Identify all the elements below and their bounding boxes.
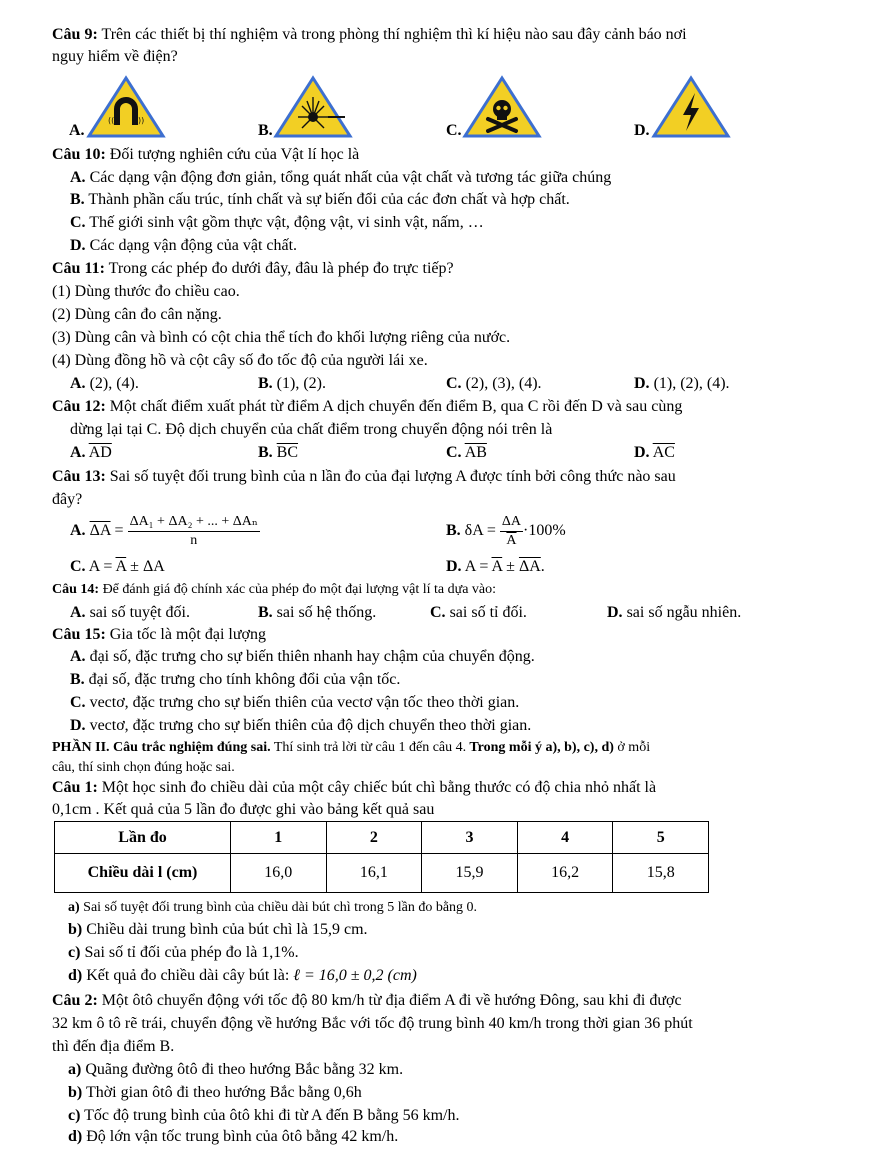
part2-text3: ở mỗi [613, 740, 651, 755]
p1-c-label: c) [68, 944, 81, 961]
p2-d-text: Độ lớn vận tốc trung bình của ôtô bằng 42 km/h. [82, 1128, 399, 1145]
p1-statement-c [68, 943, 299, 963]
q10-d-label: D. [70, 237, 86, 254]
q11-item-3: (3) Dùng cân và bình có cột chia thể tích đo khối lượng riêng của nước. [52, 329, 511, 346]
q9-text: Trên các thiết bị thí nghiệm và trong phòng thí nghiệm thì kí hiệu nào sau đây cảnh báo nơi [97, 26, 687, 43]
q15-d-label: D. [70, 717, 86, 734]
q12-stem [52, 397, 682, 417]
part2-bold: Trong mỗi ý a), b), c), d) [466, 740, 614, 755]
magnet-warning-icon [86, 75, 166, 139]
q10-c-label: C. [70, 214, 86, 231]
q13-b-tail: ·100% [523, 522, 566, 539]
q12-d-vector: $\overline{AC}$ [652, 444, 675, 461]
q10-option-d [70, 236, 297, 256]
p2-a-text: Quãng đường ôtô đi theo hướng Bắc bằng 32 km. [81, 1061, 404, 1078]
q11-a-label: A. [70, 375, 86, 392]
table-cell: 16,1 [326, 854, 422, 893]
q14-option-c [430, 603, 527, 623]
q13-c-label: C. [70, 558, 86, 575]
table-cell: 16,2 [517, 854, 613, 893]
p2-c-text: Tốc độ trung bình của ôtô khi đi từ A đến B bằng 56 km/h. [80, 1107, 460, 1124]
p2-text: Một ôtô chuyển động với tốc độ 80 km/h từ địa điểm A đi về hướng Đông, sau khi đi được [97, 992, 682, 1009]
q15-a-label: A. [70, 648, 86, 665]
q10-option-a [70, 168, 611, 188]
q12-option-a [70, 443, 112, 463]
q13-c-post: ± ΔA [126, 558, 165, 575]
q11-label: Câu 11: [52, 260, 105, 277]
table-cell: 15,9 [422, 854, 518, 893]
p1-d-label: d) [68, 967, 83, 984]
part2-text: Thí sinh trả lời từ câu 1 đến câu 4. [270, 740, 467, 755]
p1-stem-line2: 0,1cm . Kết quả của 5 lần đo được ghi vào bảng kết quả sau [52, 801, 435, 818]
q13-a-denominator: n [190, 532, 198, 548]
table-row-label: Chiều dài l (cm) [55, 854, 231, 893]
table-header-cell: 4 [517, 822, 613, 854]
q15-b-text: đại số, đặc trưng cho tính không đổi của vận tốc. [84, 671, 401, 688]
q13-a-numerator: ΔA₁ + ΔA₂ + ... + ΔAₙ [128, 513, 260, 532]
p2-statement-c [68, 1106, 459, 1126]
q13-a-label: A. [70, 522, 86, 539]
q13-b-fraction [500, 513, 523, 550]
table-header-cell: 2 [326, 822, 422, 854]
svg-text:)): )) [138, 116, 145, 125]
q10-c-text: Thế giới sinh vật gồm thực vật, động vật, vi sinh vật, nấm, … [85, 214, 484, 231]
part2-heading [52, 738, 650, 758]
q15-option-b [70, 670, 400, 690]
q15-option-d [70, 716, 531, 736]
q15-d-text: vectơ, đặc trưng cho sự biến thiên của độ dịch chuyển theo thời gian. [85, 717, 532, 734]
svg-text:((: (( [108, 116, 115, 125]
q10-option-b [70, 190, 570, 210]
q10-option-c [70, 213, 484, 233]
q11-item-2: (2) Dùng cân đo cân nặng. [52, 306, 222, 323]
p1-d-formula: ℓ = 16,0 ± 0,2 (cm) [293, 967, 417, 984]
electric-warning-icon [651, 75, 731, 139]
q10-label: Câu 10: [52, 146, 106, 163]
q13-option-a: A. $\overline{\Delta A}$ = $\frac{\text{ΔA₁ + ΔA₂ + ... + ΔAₙ}}{n}$ [70, 513, 258, 548]
p1-c-text: Sai số tỉ đối của phép đo là 1,1%. [80, 944, 299, 961]
q10-text: Đối tượng nghiên cứu của Vật lí học là [105, 146, 360, 163]
q14-option-d [607, 603, 741, 623]
q14-b-label: B. [258, 604, 273, 621]
q10-a-text: Các dạng vận động đơn giản, tổng quát nhất của vật chất và tương tác giữa chúng [85, 169, 612, 186]
q11-option-d [634, 374, 730, 394]
q14-text: Để đánh giá độ chính xác của phép đo một đại lượng vật lí ta dựa vào: [99, 582, 497, 597]
q12-c-label: C. [446, 444, 462, 461]
q14-label: Câu 14: [52, 582, 100, 597]
q10-b-text: Thành phần cấu trúc, tính chất và sự biến đổi của các đơn chất và hợp chất. [84, 191, 570, 208]
q9-option-c: C. [446, 122, 462, 139]
q11-item-1: (1) Dùng thước đo chiều cao. [52, 283, 240, 300]
q11-option-b [258, 374, 326, 394]
q11-d-text: (1), (2), (4). [649, 375, 730, 392]
q9-stem [52, 25, 687, 45]
p1-statement-d [68, 966, 417, 986]
p1-statement-a [68, 898, 477, 918]
q15-option-a [70, 647, 535, 667]
q11-d-label: D. [634, 375, 650, 392]
table-header-cell: 5 [613, 822, 709, 854]
p2-b-label: b) [68, 1084, 83, 1101]
p2-statement-b [68, 1083, 362, 1103]
q13-text: Sai số tuyệt đối trung bình của n lần đo của đại lượng A được tính bởi công thức nào sau [105, 468, 676, 485]
q13-label: Câu 13: [52, 468, 106, 485]
q15-stem [52, 625, 266, 645]
q13-d-label: D. [446, 558, 462, 575]
q11-b-label: B. [258, 375, 273, 392]
q15-option-c [70, 693, 519, 713]
q12-b-vector: $\overline{BC}$ [276, 444, 299, 461]
q13-stem-line2: đây? [52, 491, 83, 508]
q13-c-mean: $\overline{A}$ [115, 558, 127, 575]
q12-option-c [446, 443, 487, 463]
q14-d-text: sai số ngẫu nhiên. [622, 604, 742, 621]
table-cell: 16,0 [231, 854, 327, 893]
q13-d-mean-error: $\overline{\Delta A}$ [518, 558, 541, 575]
q11-b-text: (1), (2). [272, 375, 326, 392]
q11-c-text: (2), (3), (4). [461, 375, 542, 392]
q13-a-fraction [128, 513, 260, 550]
q13-option-d [446, 557, 545, 577]
q13-a-lhs: $\overline{\Delta A}$ [89, 522, 111, 539]
q11-stem [52, 259, 454, 279]
p1-label: Câu 1: [52, 779, 98, 796]
q12-option-d [634, 443, 675, 463]
q14-b-text: sai số hệ thống. [272, 604, 377, 621]
q15-text: Gia tốc là một đại lượng [105, 626, 266, 643]
q9-option-b: B. [258, 122, 273, 139]
p1-b-label: b) [68, 921, 83, 938]
q15-c-text: vectơ, đặc trưng cho sự biến thiên của vectơ vận tốc theo thời gian. [85, 694, 520, 711]
q11-text: Trong các phép đo dưới đây, đâu là phép đo trực tiếp? [104, 260, 454, 277]
q12-text: Một chất điểm xuất phát từ điểm A dịch chuyển đến điểm B, qua C rồi đến D và sau cùng [105, 398, 683, 415]
q13-option-c [70, 557, 165, 577]
q14-a-label: A. [70, 604, 86, 621]
toxic-warning-icon [462, 75, 542, 139]
table-header-cell: 1 [231, 822, 327, 854]
p2-stem-line2: 32 km ô tô rẽ trái, chuyển động về hướng Bắc với tốc độ trung bình 40 km/h trong thời gian 36 phút [52, 1015, 693, 1032]
table-cell: 15,8 [613, 854, 709, 893]
p2-label: Câu 2: [52, 992, 98, 1009]
p2-c-label: c) [68, 1107, 81, 1124]
q13-b-numerator: ΔA [500, 513, 523, 532]
q10-b-label: B. [70, 191, 85, 208]
q10-a-label: A. [70, 169, 86, 186]
q10-d-text: Các dạng vận động của vật chất. [85, 237, 298, 254]
q15-label: Câu 15: [52, 626, 106, 643]
table-header-cell: Lần đo [55, 822, 231, 854]
laser-warning-icon [273, 75, 353, 139]
q12-option-b [258, 443, 298, 463]
q13-c-pre: A = [88, 558, 116, 575]
q14-option-a [70, 603, 190, 623]
q12-a-vector: $\overline{AD}$ [88, 444, 112, 461]
q13-d-mean: $\overline{A}$ [491, 558, 503, 575]
q11-option-c [446, 374, 542, 394]
p1-a-label: a) [68, 900, 80, 915]
q15-c-label: C. [70, 694, 86, 711]
q14-stem [52, 580, 496, 600]
q13-b-label: B. [446, 522, 461, 539]
p2-b-text: Thời gian ôtô đi theo hướng Bắc bằng 0,6h [82, 1084, 362, 1101]
p2-statement-a [68, 1060, 403, 1080]
q13-stem [52, 467, 676, 487]
q9-option-d: D. [634, 122, 650, 139]
p1-text: Một học sinh đo chiều dài của một cây chiếc bút chì bằng thước có độ chia nhỏ nhất là [97, 779, 657, 796]
q12-a-label: A. [70, 444, 86, 461]
part2-title: PHẦN II. Câu trắc nghiệm đúng sai. [52, 740, 271, 755]
q14-d-label: D. [607, 604, 623, 621]
table-row [55, 854, 709, 893]
q13-b-lhs: δA = [464, 522, 496, 539]
q13-d-post: . [540, 558, 545, 575]
p1-b-text: Chiều dài trung bình của bút chì là 15,9 cm. [82, 921, 368, 938]
measurement-table [54, 821, 709, 893]
q12-b-label: B. [258, 444, 273, 461]
q13-d-pre: A = [464, 558, 492, 575]
p2-stem [52, 991, 682, 1011]
q9-label: Câu 9: [52, 26, 98, 43]
q12-stem-line2: dừng lại tại C. Độ dịch chuyển của chất điểm trong chuyển động nói trên là [70, 421, 553, 438]
q13-d-mid: ± [502, 558, 519, 575]
p2-statement-d [68, 1127, 398, 1147]
q15-b-label: B. [70, 671, 85, 688]
p1-statement-b [68, 920, 368, 940]
p1-d-text: Kết quả đo chiều dài cây bút là: [82, 967, 294, 984]
q15-a-text: đại số, đặc trưng cho sự biến thiên nhanh hay chậm của chuyển động. [85, 648, 535, 665]
q11-item-4: (4) Dùng đồng hồ và cột cây số đo tốc độ của người lái xe. [52, 352, 428, 369]
p1-a-text: Sai số tuyệt đối trung bình của chiều dài bút chì trong 5 lần đo bằng 0. [79, 900, 478, 915]
table-row [55, 822, 709, 854]
p1-stem [52, 778, 656, 798]
q14-c-label: C. [430, 604, 446, 621]
q13-option-b [446, 512, 566, 550]
q14-a-text: sai số tuyệt đối. [85, 604, 190, 621]
q12-c-vector: $\overline{AB}$ [464, 444, 487, 461]
q12-d-label: D. [634, 444, 650, 461]
q14-c-text: sai số tỉ đối. [445, 604, 527, 621]
q13-b-denominator: A [506, 532, 517, 548]
q11-a-text: (2), (4). [85, 375, 139, 392]
q9-option-a: A. [69, 122, 85, 139]
q11-option-a [70, 374, 139, 394]
p2-d-label: d) [68, 1128, 83, 1145]
p2-a-label: a) [68, 1061, 82, 1078]
table-header-cell: 3 [422, 822, 518, 854]
q10-stem [52, 145, 359, 165]
q12-label: Câu 12: [52, 398, 106, 415]
p2-stem-line3: thì đến địa điểm B. [52, 1038, 175, 1055]
q14-option-b [258, 603, 376, 623]
q9-stem-line2: nguy hiểm về điện? [52, 48, 178, 65]
q11-c-label: C. [446, 375, 462, 392]
part2-heading-line2: câu, thí sinh chọn đúng hoặc sai. [52, 760, 235, 775]
